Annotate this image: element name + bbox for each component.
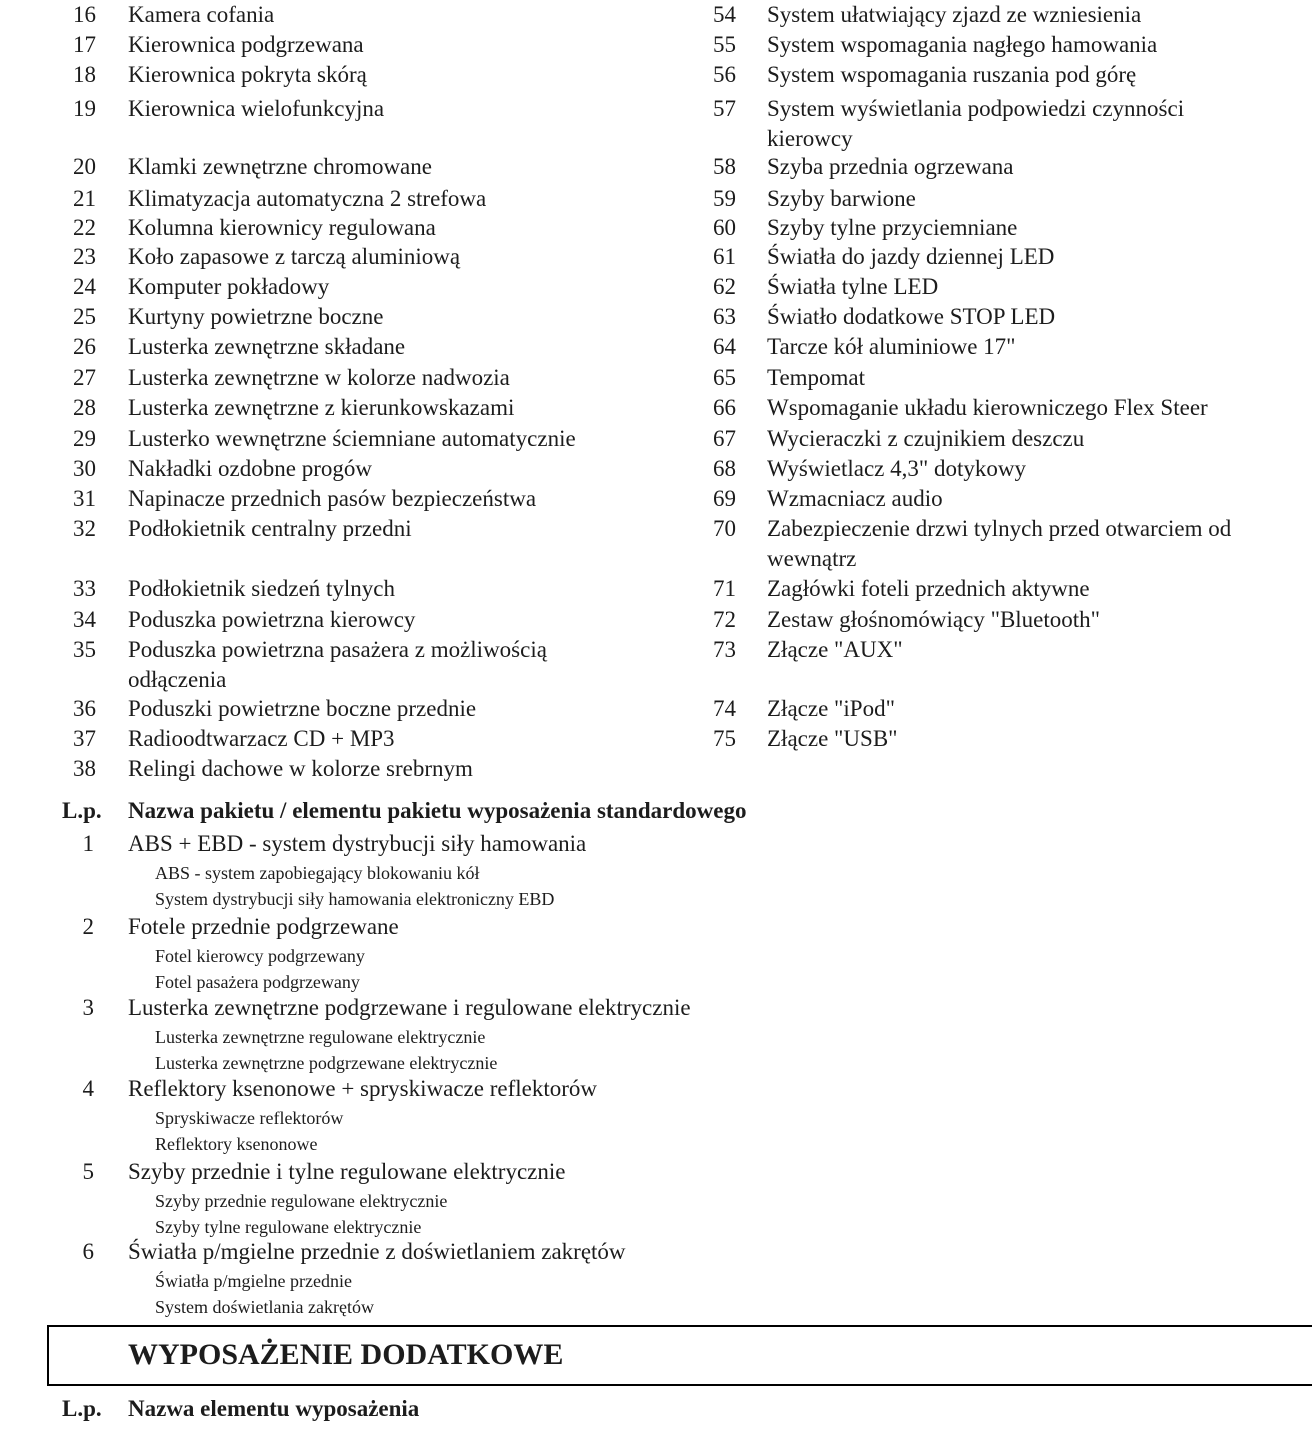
item-name: Lusterka zewnętrzne w kolorze nadwozia [128, 365, 510, 390]
item-name: Poduszka powietrzna pasażera z możliwością [128, 637, 547, 662]
item-number: 60 [713, 215, 736, 240]
item-name: Szyby barwione [767, 186, 916, 211]
item-name: Kurtyny powietrzne boczne [128, 304, 384, 329]
package-element: ABS - system zapobiegający blokowaniu kół [155, 863, 480, 883]
item-name: Wspomaganie układu kierowniczego Flex Steer [767, 395, 1208, 420]
item-number: 74 [713, 696, 736, 721]
package-name: Reflektory ksenonowe + spryskiwacze reflektorów [128, 1076, 597, 1101]
item-number: 54 [713, 2, 736, 27]
item-name: Podłokietnik centralny przedni [128, 516, 412, 541]
item-name: Kierownica pokryta skórą [128, 62, 367, 87]
item-name: System ułatwiający zjazd ze wzniesienia [767, 2, 1142, 27]
item-name: Poduszka powietrzna kierowcy [128, 607, 416, 632]
item-number: 22 [73, 215, 96, 240]
package-element: Szyby tylne regulowane elektrycznie [155, 1217, 422, 1237]
item-number: 26 [73, 334, 96, 359]
item-number: 16 [73, 2, 96, 27]
item-name: Zabezpieczenie drzwi tylnych przed otwarciem od [767, 516, 1232, 541]
item-name-continued: kierowcy [767, 126, 853, 151]
item-number: 62 [713, 274, 736, 299]
item-number: 71 [713, 576, 736, 601]
item-name: Podłokietnik siedzeń tylnych [128, 576, 396, 601]
packages-header-title: Nazwa pakietu / elementu pakietu wyposażenia standardowego [128, 798, 747, 823]
package-element: Szyby przednie regulowane elektrycznie [155, 1191, 448, 1211]
item-name: Komputer pokładowy [128, 274, 330, 299]
item-name: Napinacze przednich pasów bezpieczeństwa [128, 486, 537, 511]
item-number: 34 [73, 607, 96, 632]
item-name: Wzmacniacz audio [767, 486, 943, 511]
item-name: Złącze "AUX" [767, 637, 903, 662]
item-name: System wspomagania ruszania pod górę [767, 62, 1137, 87]
item-number: 24 [73, 274, 96, 299]
item-name: Lusterka zewnętrzne składane [128, 334, 406, 359]
item-name: Szyba przednia ogrzewana [767, 154, 1014, 179]
item-number: 75 [713, 726, 736, 751]
package-number: 4 [82, 1076, 94, 1101]
item-name: Zestaw głośnomówiący "Bluetooth" [767, 607, 1101, 632]
item-number: 32 [73, 516, 96, 541]
item-number: 57 [713, 96, 736, 121]
section-title: WYPOSAŻENIE DODATKOWE [128, 1338, 564, 1371]
item-number: 25 [73, 304, 96, 329]
package-number: 2 [82, 914, 94, 939]
item-number: 58 [713, 154, 736, 179]
item-name: Lusterko wewnętrzne ściemniane automatycznie [128, 426, 576, 451]
item-name: Kamera cofania [128, 2, 275, 27]
item-number: 55 [713, 32, 736, 57]
package-element: System dystrybucji siły hamowania elektroniczny EBD [155, 889, 555, 909]
item-number: 21 [73, 186, 96, 211]
item-number: 64 [713, 334, 736, 359]
item-number: 18 [73, 62, 96, 87]
item-name: Kolumna kierownicy regulowana [128, 215, 436, 240]
item-name: Szyby tylne przyciemniane [767, 215, 1018, 240]
item-number: 37 [73, 726, 96, 751]
packages-header-lp: L.p. [62, 798, 102, 823]
item-name: Klamki zewnętrzne chromowane [128, 154, 432, 179]
item-number: 20 [73, 154, 96, 179]
additional-equipment-section [47, 1325, 1312, 1386]
item-name: Tempomat [767, 365, 866, 390]
item-number: 67 [713, 426, 736, 451]
item-number: 31 [73, 486, 96, 511]
item-name: Nakładki ozdobne progów [128, 456, 372, 481]
package-name: Szyby przednie i tylne regulowane elektrycznie [128, 1159, 566, 1184]
item-number: 65 [713, 365, 736, 390]
item-number: 61 [713, 244, 736, 269]
package-number: 1 [82, 831, 94, 856]
package-name: Lusterka zewnętrzne podgrzewane i regulowane elektrycznie [128, 995, 691, 1020]
package-name: Światła p/mgielne przednie z doświetlaniem zakrętów [128, 1239, 626, 1264]
item-name: Zagłówki foteli przednich aktywne [767, 576, 1090, 601]
package-element: System doświetlania zakrętów [155, 1297, 374, 1317]
item-number: 29 [73, 426, 96, 451]
package-element: Reflektory ksenonowe [155, 1134, 318, 1154]
item-name: Złącze "USB" [767, 726, 898, 751]
item-number: 30 [73, 456, 96, 481]
item-name: Światła do jazdy dziennej LED [767, 244, 1055, 269]
item-number: 68 [713, 456, 736, 481]
item-number: 59 [713, 186, 736, 211]
item-number: 56 [713, 62, 736, 87]
item-name: Koło zapasowe z tarczą aluminiową [128, 244, 461, 269]
item-name: Klimatyzacja automatyczna 2 strefowa [128, 186, 487, 211]
item-name: Światło dodatkowe STOP LED [767, 304, 1056, 329]
package-element: Światła p/mgielne przednie [155, 1271, 352, 1291]
package-element: Lusterka zewnętrzne podgrzewane elektrycznie [155, 1053, 498, 1073]
item-name: Kierownica wielofunkcyjna [128, 96, 385, 121]
item-name: Radioodtwarzacz CD + MP3 [128, 726, 395, 751]
item-name: Relingi dachowe w kolorze srebrnym [128, 756, 473, 781]
item-number: 69 [713, 486, 736, 511]
package-element: Fotel kierowcy podgrzewany [155, 946, 365, 966]
item-name: Złącze "iPod" [767, 696, 895, 721]
package-element: Lusterka zewnętrzne regulowane elektrycznie [155, 1027, 486, 1047]
item-name: Kierownica podgrzewana [128, 32, 364, 57]
item-number: 19 [73, 96, 96, 121]
item-name-continued: wewnątrz [767, 546, 857, 571]
item-number: 38 [73, 756, 96, 781]
package-number: 5 [82, 1159, 94, 1184]
item-number: 35 [73, 637, 96, 662]
package-element: Fotel pasażera podgrzewany [155, 972, 360, 992]
package-number: 6 [82, 1239, 94, 1264]
item-number: 17 [73, 32, 96, 57]
package-name: ABS + EBD - system dystrybucji siły hamowania [128, 831, 587, 856]
package-name: Fotele przednie podgrzewane [128, 914, 399, 939]
package-number: 3 [82, 995, 94, 1020]
additional-header-lp: L.p. [62, 1396, 102, 1421]
item-number: 28 [73, 395, 96, 420]
additional-header-title: Nazwa elementu wyposażenia [128, 1396, 420, 1421]
item-number: 73 [713, 637, 736, 662]
item-number: 33 [73, 576, 96, 601]
item-name: Światła tylne LED [767, 274, 939, 299]
item-number: 36 [73, 696, 96, 721]
item-name: Wycieraczki z czujnikiem deszczu [767, 426, 1085, 451]
package-element: Spryskiwacze reflektorów [155, 1108, 344, 1128]
item-number: 27 [73, 365, 96, 390]
item-name: System wyświetlania podpowiedzi czynności [767, 96, 1185, 121]
item-number: 23 [73, 244, 96, 269]
item-name: Wyświetlacz 4,3" dotykowy [767, 456, 1027, 481]
item-name: Tarcze kół aluminiowe 17" [767, 334, 1016, 359]
item-number: 72 [713, 607, 736, 632]
item-name-continued: odłączenia [128, 667, 227, 692]
item-name: Poduszki powietrzne boczne przednie [128, 696, 477, 721]
item-number: 70 [713, 516, 736, 541]
item-name: System wspomagania nagłego hamowania [767, 32, 1158, 57]
item-number: 63 [713, 304, 736, 329]
item-name: Lusterka zewnętrzne z kierunkowskazami [128, 395, 515, 420]
item-number: 66 [713, 395, 736, 420]
